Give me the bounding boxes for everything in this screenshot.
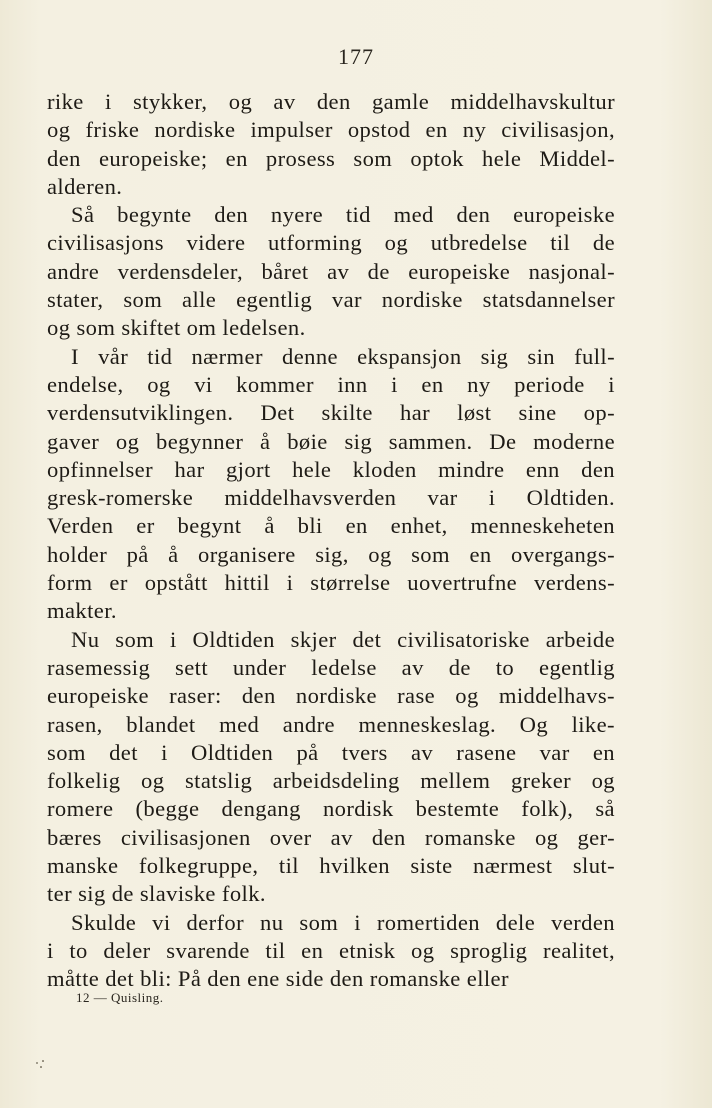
- text-line: som det i Oldtiden på tvers av rasene var en: [47, 739, 615, 765]
- text-line: holder på å organisere sig, og som en overgangs-: [47, 541, 615, 567]
- text-line: bæres civilisasjonen over av den romanske og ger-: [47, 824, 615, 850]
- text-line: og friske nordiske impulser opstod en ny civilisasjon,: [47, 117, 615, 143]
- text-line: opfinnelser har gjort hele kloden mindre enn den: [47, 456, 615, 482]
- text-line: og som skiftet om ledelsen.: [47, 315, 306, 341]
- text-line: i to deler svarende til en etnisk og sproglig realitet,: [47, 937, 615, 963]
- text-line: ter sig de slaviske folk.: [47, 881, 266, 907]
- signature-footer: 12 — Quisling.: [76, 990, 164, 1005]
- text-line: rasen, blandet med andre menneskeslag. Og like-: [47, 711, 615, 737]
- text-line: rasemessig sett under ledelse av de to egentlig: [47, 654, 615, 680]
- text-line: den europeiske; en prosess som optok hele Middel-: [47, 145, 615, 171]
- text-line: Nu som i Oldtiden skjer det civilisatoriske arbeide: [71, 626, 615, 652]
- text-line: Så begynte den nyere tid med den europeiske: [71, 202, 615, 228]
- text-line: måtte det bli: På den ene side den romanske eller: [47, 966, 509, 992]
- paragraph: [47, 88, 615, 201]
- text-line: verdensutviklingen. Det skilte har løst sine op-: [47, 400, 615, 426]
- text-line: gresk-romerske middelhavsverden var i Oldtiden.: [47, 485, 615, 511]
- paragraph: [47, 626, 615, 909]
- paper-speck: [36, 1060, 44, 1068]
- text-line: form er opstått hittil i størrelse uovertrufne verdens-: [47, 570, 615, 596]
- text-line: europeiske raser: den nordiske rase og middelhavs-: [47, 683, 615, 709]
- body-text: [47, 88, 615, 994]
- text-line: romere (begge dengang nordisk bestemte folk), så: [47, 796, 615, 822]
- text-line: alderen.: [47, 173, 123, 199]
- text-line: folkelig og statslig arbeidsdeling mellem greker og: [47, 768, 615, 794]
- page-number: 177: [338, 44, 374, 69]
- text-line: I vår tid nærmer denne ekspansjon sig sin full-: [71, 343, 615, 369]
- text-line: endelse, og vi kommer inn i en ny periode i: [47, 371, 615, 397]
- text-line: Skulde vi derfor nu som i romertiden dele verden: [71, 909, 615, 935]
- text-line: manske folkegruppe, til hvilken siste nærmest slut-: [47, 853, 615, 879]
- text-line: rike i stykker, og av den gamle middelhavskultur: [47, 89, 615, 114]
- paragraph: [47, 343, 615, 626]
- text-line: andre verdensdeler, båret av de europeiske nasjonal-: [47, 258, 615, 284]
- text-line: stater, som alle egentlig var nordiske statsdannelser: [47, 287, 615, 313]
- paragraph: [47, 201, 615, 342]
- text-line: makter.: [47, 598, 117, 624]
- text-line: civilisasjons videre utforming og utbredelse til de: [47, 230, 615, 256]
- text-line: Verden er begynt å bli en enhet, menneskeheten: [47, 513, 615, 539]
- paragraph: [47, 909, 615, 994]
- text-line: gaver og begynner å bøie sig sammen. De moderne: [47, 428, 615, 454]
